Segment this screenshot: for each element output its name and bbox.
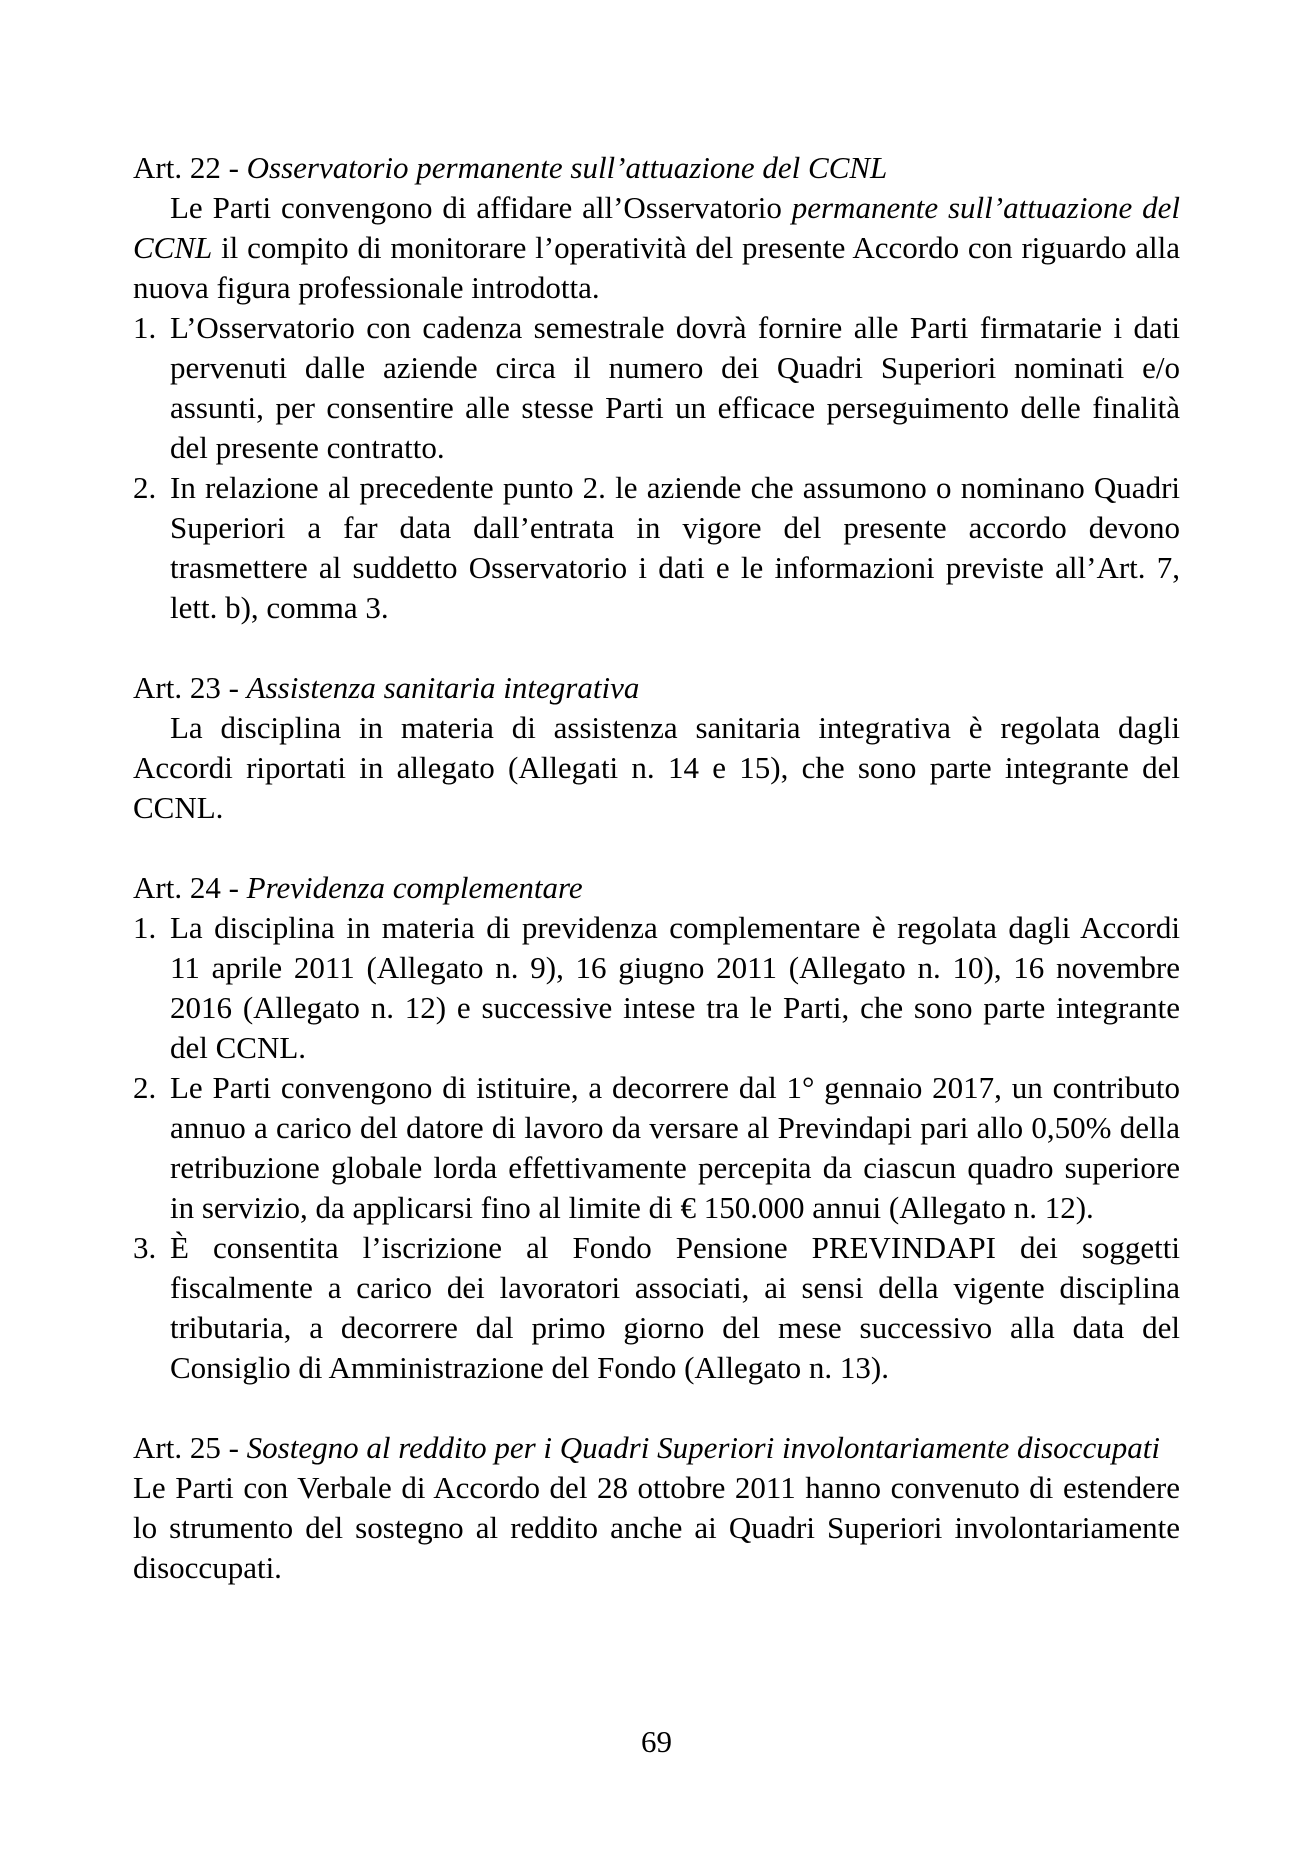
list-item-text <box>170 468 1180 628</box>
list-item-text <box>170 908 1180 1068</box>
text-run: Art. 24 - <box>133 870 247 905</box>
text-run: Art. 25 - <box>133 1430 247 1465</box>
text-run: Art. 22 - <box>133 150 247 185</box>
document-content <box>133 148 1180 1588</box>
page-number: 69 <box>641 1724 672 1759</box>
article-heading <box>133 1428 1180 1468</box>
paragraph <box>133 708 1180 828</box>
article-heading <box>133 868 1180 908</box>
italic-text-run: Previdenza complementare <box>246 870 583 905</box>
text-run: L’Osservatorio con cadenza semestrale dovrà fornire alle Parti firmatarie i dati pervenuti dalle aziende circa il numero dei Quadri Superiori nominati e/o assunti, per consentire alle stesse Parti un efficace perseguimento delle finalità del presente contratto. <box>170 310 1180 465</box>
paragraph <box>133 188 1180 308</box>
text-run: Le Parti con Verbale di Accordo del 28 ottobre 2011 hanno convenuto di estendere lo strumento del sostegno al reddito anche ai Quadri Superiori involontariamente disoccupati. <box>133 1470 1180 1585</box>
italic-text-run: Sostegno al reddito per i Quadri Superiori involontariamente disoccupati <box>246 1430 1160 1465</box>
text-run: La disciplina in materia di assistenza sanitaria integrativa è regolata dagli Accordi riportati in allegato (Allegati n. 14 e 15), che sono parte integrante del CCNL. <box>133 710 1180 825</box>
list-item-text <box>170 1228 1180 1388</box>
text-run: il compito di monitorare l’operatività del presente Accordo con riguardo alla nuova figura professionale introdotta. <box>133 230 1180 305</box>
text-run: Art. 23 - <box>133 670 247 705</box>
blank-line-spacer <box>133 1388 1180 1428</box>
blank-line-spacer <box>133 828 1180 868</box>
list-item <box>133 468 1180 628</box>
text-run: In relazione al precedente punto 2. le aziende che assumono o nominano Quadri Superiori a far data dall’entrata in vigore del presente accordo devono trasmettere al suddetto Osservatorio i dati e le informazioni previste all’Art. 7, lett. b), comma 3. <box>170 470 1180 625</box>
italic-text-run: Osservatorio permanente sull’attuazione del CCNL <box>246 150 888 185</box>
list-item-number: 2. <box>133 470 157 505</box>
list-item-number: 1. <box>133 910 157 945</box>
italic-text-run: permanente sull’attuazione del CCNL <box>133 190 1180 265</box>
blank-line-spacer <box>133 628 1180 668</box>
paragraph <box>133 1468 1180 1588</box>
list-item <box>133 308 1180 468</box>
list-item-number: 2. <box>133 1070 157 1105</box>
list-item <box>133 908 1180 1068</box>
list-item-number: 1. <box>133 310 157 345</box>
article-heading <box>133 668 1180 708</box>
italic-text-run: Assistenza sanitaria integrativa <box>246 670 640 705</box>
list-item <box>133 1068 1180 1228</box>
text-run: La disciplina in materia di previdenza complementare è regolata dagli Accordi 11 aprile 2011 (Allegato n. 9), 16 giugno 2011 (Allegato n. 10), 16 novembre 2016 (Allegato n. 12) e successive intese tra le Parti, che sono parte integrante del CCNL. <box>170 910 1180 1065</box>
article-heading <box>133 148 1180 188</box>
list-item-text <box>170 308 1180 468</box>
text-run: Le Parti convengono di istituire, a decorrere dal 1° gennaio 2017, un contributo annuo a carico del datore di lavoro da versare al Previndapi pari allo 0,50% della retribuzione globale lorda effettivamente percepita da ciascun quadro superiore in servizio, da applicarsi fino al limite di € 150.000 annui (Allegato n. 12). <box>170 1070 1180 1225</box>
list-item-text <box>170 1068 1180 1228</box>
text-run: È consentita l’iscrizione al Fondo Pensione PREVINDAPI dei soggetti fiscalmente a carico dei lavoratori associati, ai sensi della vigente disciplina tributaria, a decorrere dal primo giorno del mese successivo alla data del Consiglio di Amministrazione del Fondo (Allegato n. 13). <box>170 1230 1180 1385</box>
list-item-number: 3. <box>133 1230 157 1265</box>
list-item <box>133 1228 1180 1388</box>
text-run: Le Parti convengono di affidare all’Osservatorio <box>170 190 792 225</box>
